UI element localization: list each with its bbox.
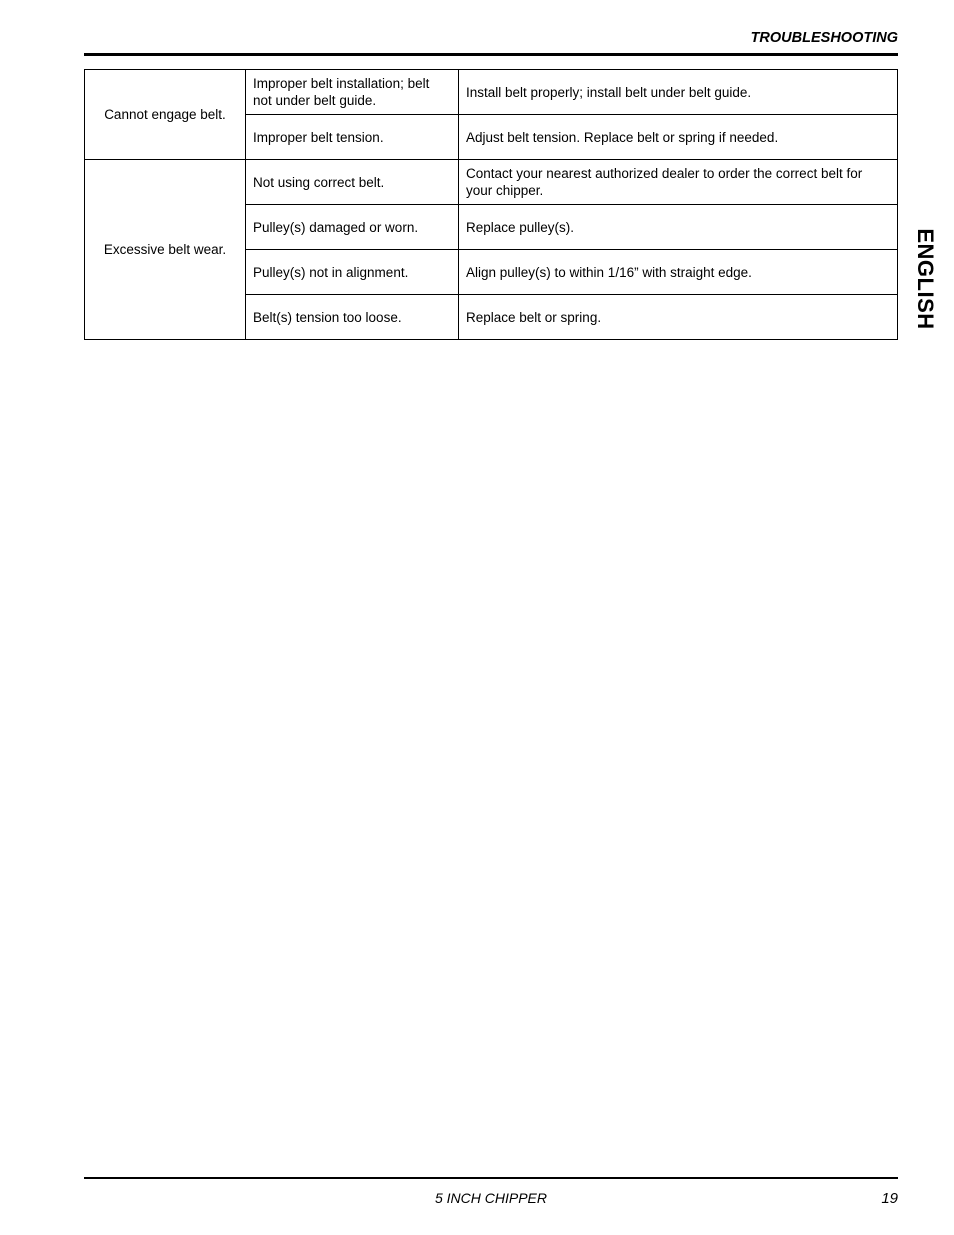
table-row: [85, 70, 898, 115]
cause-cell: Improper belt tension.: [246, 115, 459, 160]
header-divider: [84, 53, 898, 56]
language-label: ENGLISH: [913, 228, 938, 330]
page-number: 19: [881, 1190, 898, 1207]
footer-divider: [84, 1177, 898, 1179]
remedy-cell: Install belt properly; install belt under belt guide.: [459, 70, 898, 115]
cause-cell: Not using correct belt.: [246, 160, 459, 205]
troubleshooting-table: [84, 69, 898, 340]
remedy-cell: Adjust belt tension. Replace belt or spring if needed.: [459, 115, 898, 160]
cause-cell: Belt(s) tension too loose.: [246, 295, 459, 340]
remedy-cell: Align pulley(s) to within 1/16” with straight edge.: [459, 250, 898, 295]
problem-cell: Excessive belt wear.: [85, 160, 246, 340]
remedy-cell: Replace belt or spring.: [459, 295, 898, 340]
footer-product-name: 5 INCH CHIPPER: [434, 1190, 548, 1206]
cause-cell: Improper belt installation; belt not under belt guide.: [246, 70, 459, 115]
cause-cell: Pulley(s) damaged or worn.: [246, 205, 459, 250]
problem-cell: Cannot engage belt.: [85, 70, 246, 160]
table-row: [85, 160, 898, 205]
cause-cell: Pulley(s) not in alignment.: [246, 250, 459, 295]
language-side-tab: [905, 224, 945, 334]
section-title: TROUBLESHOOTING: [750, 30, 898, 46]
remedy-cell: Contact your nearest authorized dealer to order the correct belt for your chipper.: [459, 160, 898, 205]
remedy-cell: Replace pulley(s).: [459, 205, 898, 250]
